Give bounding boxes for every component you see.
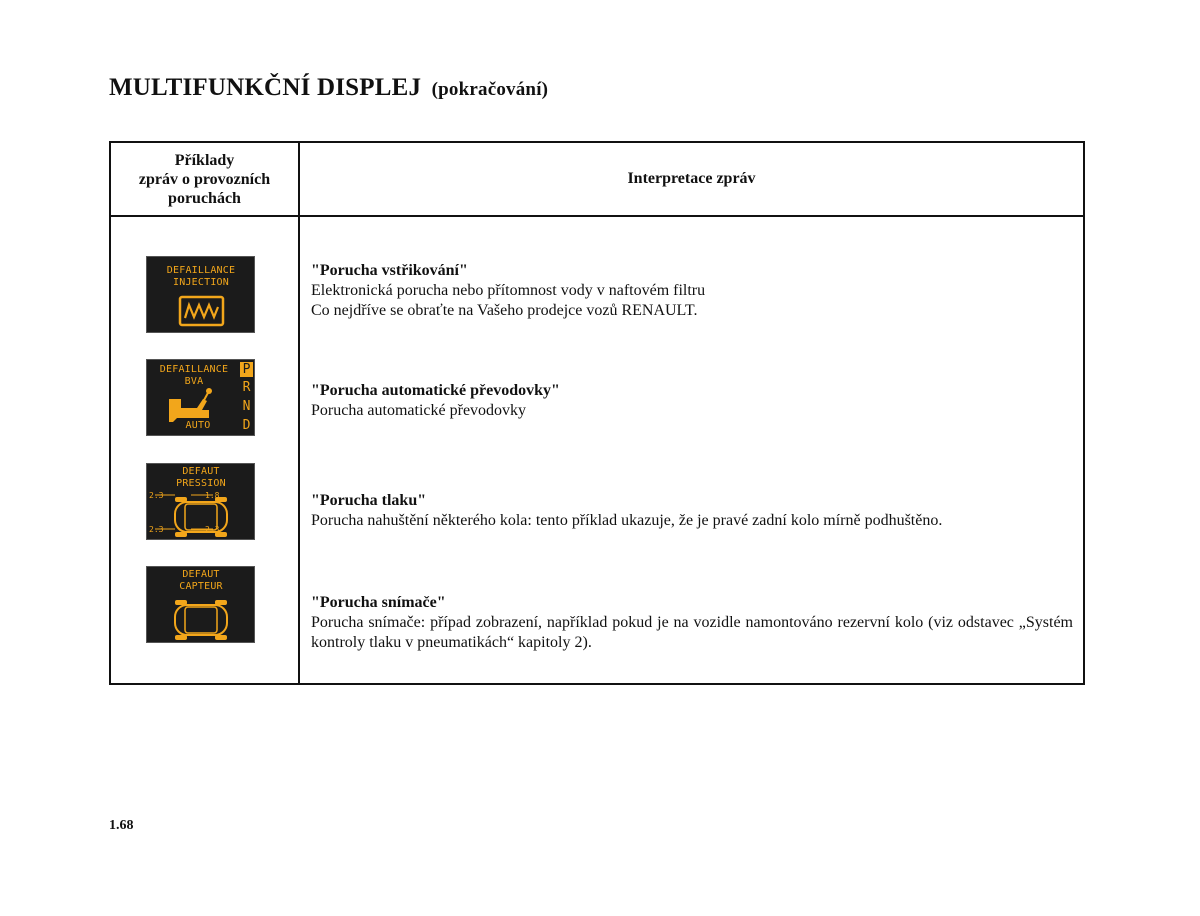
message-gearbox-fault bbox=[311, 381, 1073, 421]
tyre-pressure-front-right: 1.8 bbox=[205, 491, 220, 500]
display-gearbox-fault bbox=[146, 359, 255, 436]
gear-indicator-d: D bbox=[242, 418, 251, 433]
page-number: 1.68 bbox=[109, 818, 134, 833]
page-title-subtitle: (pokračování) bbox=[431, 79, 549, 100]
message-pressure-fault bbox=[311, 491, 1073, 531]
display-text: DEFAILLANCE bbox=[159, 364, 229, 375]
page-title-main: MULTIFUNKČNÍ DISPLEJ bbox=[109, 74, 422, 101]
message-text: Porucha nahuštění některého kola: tento příklad ukazuje, že je pravé zadní kolo mírně podhuštěno. bbox=[311, 512, 943, 529]
header-examples-line: Příklady bbox=[174, 151, 235, 169]
gear-indicator-n: N bbox=[242, 399, 251, 414]
display-text: DEFAUT bbox=[182, 466, 220, 477]
header-divider bbox=[111, 215, 1083, 217]
display-text: BVA bbox=[184, 376, 204, 387]
display-text: DEFAUT bbox=[182, 569, 220, 580]
message-sensor-fault bbox=[311, 593, 1073, 653]
display-text: PRESSION bbox=[176, 478, 226, 489]
display-injection-fault bbox=[146, 256, 255, 333]
car-top-view-icon bbox=[147, 567, 255, 643]
tyre-pressure-front-left: 2.3 bbox=[149, 491, 164, 500]
header-examples-line: zpráv o provozních bbox=[138, 170, 271, 188]
message-title: "Porucha automatické převodovky" bbox=[311, 382, 560, 399]
injection-fault-icon bbox=[147, 257, 255, 333]
table-header-examples bbox=[111, 143, 298, 215]
message-title: "Porucha snímače" bbox=[311, 594, 446, 611]
display-text: CAPTEUR bbox=[179, 581, 223, 592]
header-examples-line: poruchách bbox=[168, 189, 241, 207]
gear-indicator-p: P bbox=[240, 362, 253, 377]
display-text: INJECTION bbox=[173, 277, 229, 288]
message-text: Porucha snímače: případ zobrazení, například pokud je na vozidle namontováno rezervní kolo (viz odstavec „Systém kontroly tlaku v pneumatikách“ kapitoly 2). bbox=[311, 614, 1073, 651]
message-title: "Porucha tlaku" bbox=[311, 492, 427, 509]
message-injection-fault bbox=[311, 261, 1073, 321]
message-title: "Porucha vstřikování" bbox=[311, 262, 468, 279]
fault-messages-table bbox=[109, 141, 1085, 685]
table-header-interpretation: Interpretace zpráv bbox=[627, 170, 756, 187]
display-text: DEFAILLANCE bbox=[166, 265, 236, 276]
tyre-pressure-rear-right: 2.3 bbox=[205, 525, 220, 534]
column-divider bbox=[298, 143, 300, 683]
gear-indicator-r: R bbox=[242, 380, 251, 395]
display-mode-text: AUTO bbox=[185, 420, 211, 431]
message-text: Elektronická porucha nebo přítomnost vody v naftovém filtru bbox=[311, 282, 706, 299]
display-pressure-fault bbox=[146, 463, 255, 540]
page-title bbox=[109, 74, 548, 102]
message-text: Co nejdříve se obraťte na Vašeho prodejce vozů RENAULT. bbox=[311, 302, 698, 319]
display-sensor-fault bbox=[146, 566, 255, 643]
message-text: Porucha automatické převodovky bbox=[311, 402, 527, 419]
tyre-pressure-rear-left: 2.3 bbox=[149, 525, 164, 534]
